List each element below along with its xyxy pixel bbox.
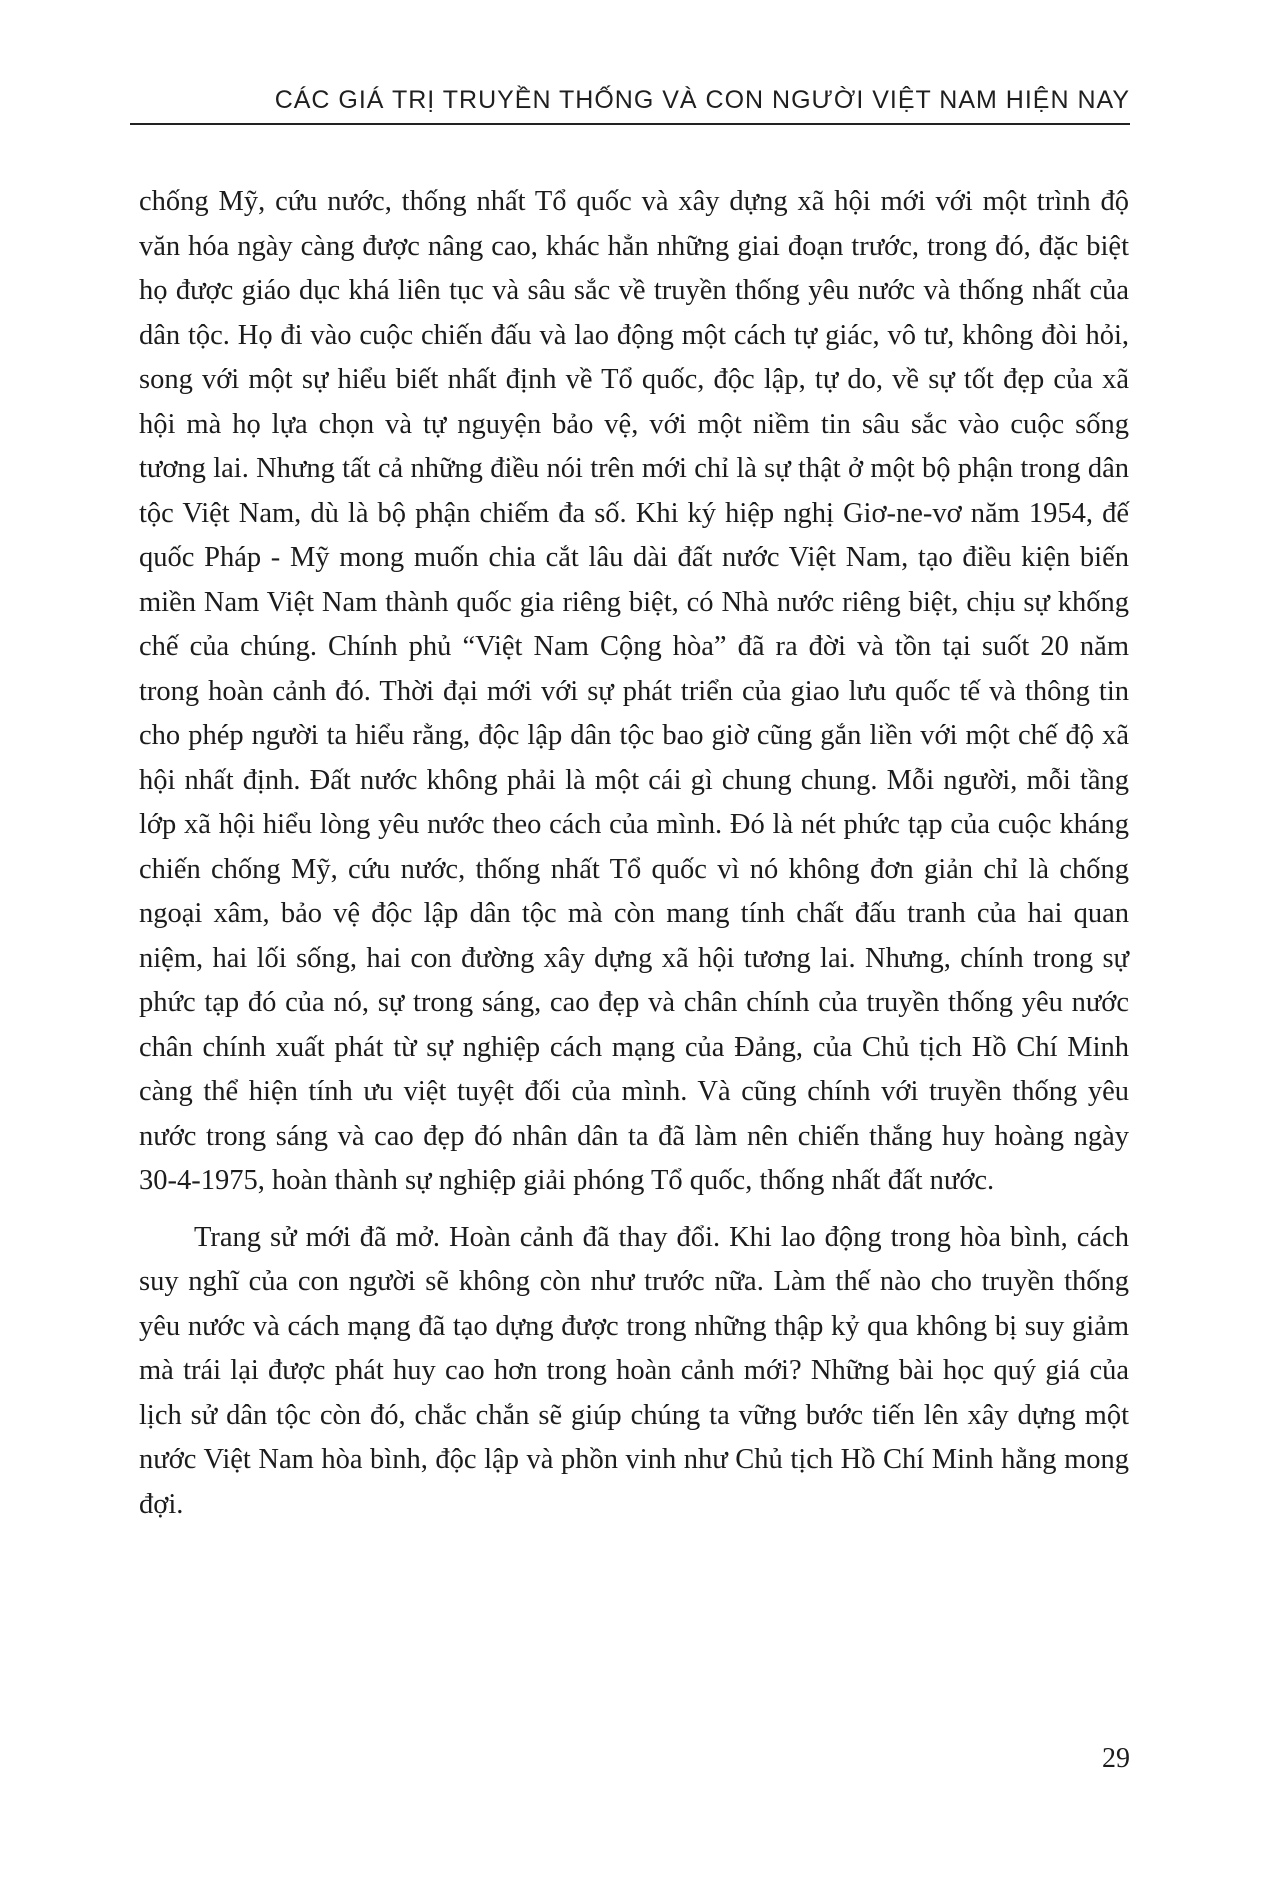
running-header-title: CÁC GIÁ TRỊ TRUYỀN THỐNG VÀ CON NGƯỜI VIỆT NAM HIỆN NAY bbox=[274, 86, 1130, 114]
running-header bbox=[130, 86, 1130, 126]
paragraph-2: Trang sử mới đã mở. Hoàn cảnh đã thay đổi. Khi lao động trong hòa bình, cách suy nghĩ của con người sẽ không còn như trước nữa. Làm thế nào cho truyền thống yêu nước và cách mạng đã tạo dựng được trong những thập kỷ qua không bị suy giảm mà trái lại được phát huy cao hơn trong hoàn cảnh mới? Những bài học quý giá của lịch sử dân tộc còn đó, chắc chắn sẽ giúp chúng ta vững bước tiến lên xây dựng một nước Việt Nam hòa bình, độc lập và phồn vinh như Chủ tịch Hồ Chí Minh hằng mong đợi. bbox=[139, 1221, 1129, 1520]
page-number: 29 bbox=[1102, 1743, 1130, 1774]
header-rule bbox=[130, 123, 1130, 125]
body-text bbox=[139, 180, 1129, 1527]
paragraph-1: chống Mỹ, cứu nước, thống nhất Tổ quốc và xây dựng xã hội mới với một trình độ văn hóa ngày càng được nâng cao, khác hẳn những giai đoạn trước, trong đó, đặc biệt họ được giáo dục khá liên tục và sâu sắc về truyền thống yêu nước và thống nhất của dân tộc. Họ đi vào cuộc chiến đấu và lao động một cách tự giác, vô tư, không đòi hỏi, song với một sự hiểu biết nhất định về Tổ quốc, độc lập, tự do, về sự tốt đẹp của xã hội mà họ lựa chọn và tự nguyện bảo vệ, với một niềm tin sâu sắc vào cuộc sống tương lai. Nhưng tất cả những điều nói trên mới chỉ là sự thật ở một bộ phận trong dân tộc Việt Nam, dù là bộ phận chiếm đa số. Khi ký hiệp nghị Giơ-ne-vơ năm 1954, đế quốc Pháp - Mỹ mong muốn chia cắt lâu dài đất nước Việt Nam, tạo điều kiện biến miền Nam Việt Nam thành quốc gia riêng biệt, có Nhà nước riêng biệt, chịu sự khống chế của chúng. Chính phủ “Việt Nam Cộng hòa” đã ra đời và tồn tại suốt 20 năm trong hoàn cảnh đó. Thời đại mới với sự phát triển của giao lưu quốc tế và thông tin cho phép người ta hiểu rằng, độc lập dân tộc bao giờ cũng gắn liền với một chế độ xã hội nhất định. Đất nước không phải là một cái gì chung chung. Mỗi người, mỗi tầng lớp xã hội hiểu lòng yêu nước theo cách của mình. Đó là nét phức tạp của cuộc kháng chiến chống Mỹ, cứu nước, thống nhất Tổ quốc vì nó không đơn giản chỉ là chống ngoại xâm, bảo vệ độc lập dân tộc mà còn mang tính chất đấu tranh của hai quan niệm, hai lối sống, hai con đường xây dựng xã hội tương lai. Nhưng, chính trong sự phức tạp đó của nó, sự trong sáng, cao đẹp và chân chính của truyền thống yêu nước chân chính xuất phát từ sự nghiệp cách mạng của Đảng, của Chủ tịch Hồ Chí Minh càng thể hiện tính ưu việt tuyệt đối của mình. Và cũng chính với truyền thống yêu nước trong sáng và cao đẹp đó nhân dân ta đã làm nên chiến thắng huy hoàng ngày 30-4-1975, hoàn thành sự nghiệp giải phóng Tổ quốc, thống nhất đất nước. bbox=[139, 186, 1129, 1196]
